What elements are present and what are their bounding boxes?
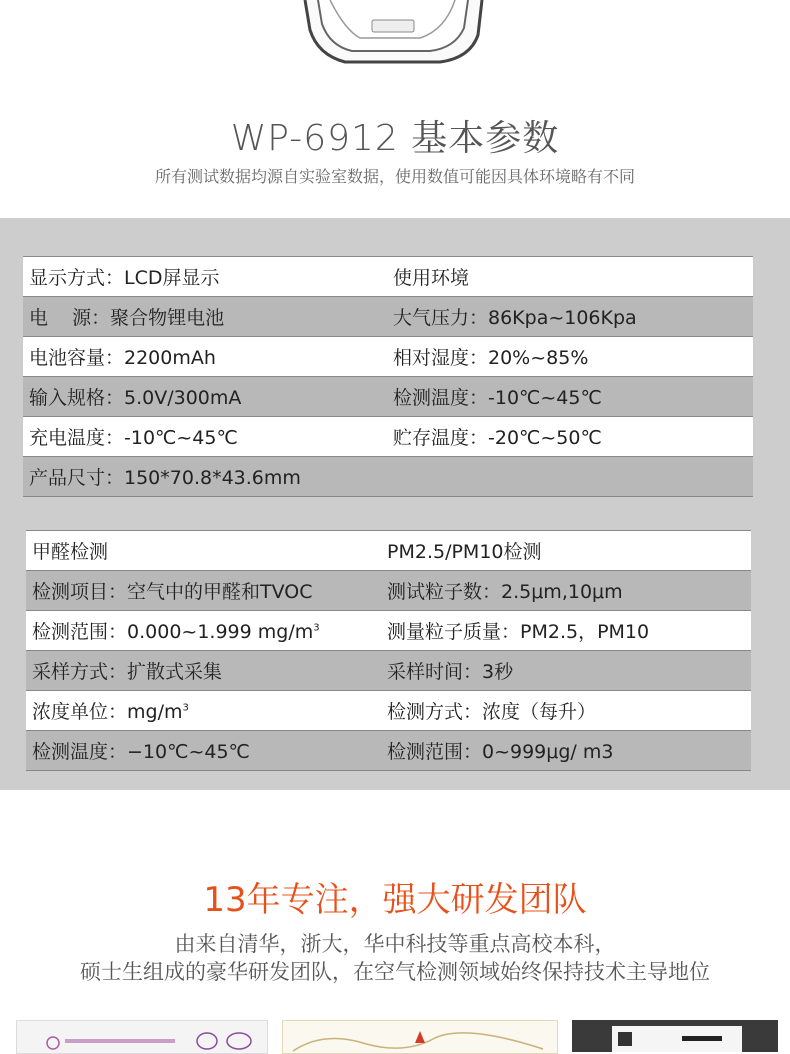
team-description [0, 930, 790, 986]
spec-value: 0.000~1.999 mg/m [127, 621, 314, 643]
spec-label: 检测温度： [32, 741, 128, 763]
spec-label: 检测范围： [32, 621, 128, 643]
spec-cell: 使用环境 [387, 257, 753, 297]
spec-cell [26, 611, 381, 651]
certificate-border-icon [283, 1021, 557, 1053]
basic-spec-table [23, 256, 753, 497]
certificate-logo-icon [17, 1021, 267, 1053]
team-line-2: 硕士生组成的豪华研发团队，在空气检测领域始终保持技术主导地位 [80, 960, 710, 984]
spec-cell [26, 691, 381, 731]
certificate-image [572, 1020, 778, 1052]
spec-cell [387, 457, 753, 497]
spec-cell: 电池容量：2200mAh [23, 337, 387, 377]
page-title: WP-6912 基本参数 [230, 118, 560, 159]
table-row [23, 377, 753, 417]
detection-spec-table [26, 530, 751, 771]
spec-cell: 输入规格：5.0V/300mA [23, 377, 387, 417]
certificate-strip [0, 1020, 790, 1052]
table-row [23, 257, 753, 297]
team-line-1: 由来自清华，浙大，华中科技等重点高校本科， [174, 932, 616, 956]
table-row [23, 417, 753, 457]
certificate-image [16, 1020, 268, 1054]
spec-cell: 检测范围：0~999μg/ m3 [381, 731, 751, 771]
page-subtitle: 所有测试数据均源自实验室数据，使用数值可能因具体环境略有不同 [154, 167, 635, 186]
spec-cell [26, 731, 381, 771]
spec-cell: 贮存温度：-20℃~50℃ [387, 417, 753, 457]
table-row [26, 691, 751, 731]
table-row [23, 457, 753, 497]
spec-cell: 大气压力：86Kpa~106Kpa [387, 297, 753, 337]
spec-header-cell: 甲醛检测 [26, 531, 381, 571]
spec-value: −10℃~45℃ [127, 741, 250, 763]
table-row [26, 531, 751, 571]
table-row [23, 337, 753, 377]
certificate-card-icon [572, 1020, 778, 1052]
spec-cell: 测试粒子数：2.5μm,10μm [381, 571, 751, 611]
certificate-image [282, 1020, 558, 1054]
spec-value: mg/m [127, 701, 183, 723]
table-row [26, 611, 751, 651]
spec-cell: 检测温度：-10℃~45℃ [387, 377, 753, 417]
spec-cell: 采样时间：3秒 [381, 651, 751, 691]
product-image [0, 0, 790, 70]
spec-cell: 电 源：聚合物锂电池 [23, 297, 387, 337]
table-row [23, 297, 753, 337]
table-row [26, 731, 751, 771]
spec-sup: 3 [313, 622, 320, 634]
spec-sup: 3 [182, 702, 189, 714]
spec-cell: 显示方式：LCD屏显示 [23, 257, 387, 297]
spec-cell: 相对湿度：20%~85% [387, 337, 753, 377]
table-row [26, 651, 751, 691]
spec-header-cell: PM2.5/PM10检测 [381, 531, 751, 571]
spec-cell: 产品尺寸：150*70.8*43.6mm [23, 457, 387, 497]
table-row [26, 571, 751, 611]
spec-cell: 检测方式：浓度（每升） [381, 691, 751, 731]
spec-cell: 充电温度：-10℃~45℃ [23, 417, 387, 457]
spec-label: 浓度单位： [32, 701, 128, 723]
spec-cell: 采样方式：扩散式采集 [26, 651, 381, 691]
team-title: 13年专注，强大研发团队 [203, 880, 587, 920]
spec-cell: 测量粒子质量：PM2.5，PM10 [381, 611, 751, 651]
spec-cell: 检测项目：空气中的甲醛和TVOC [26, 571, 381, 611]
